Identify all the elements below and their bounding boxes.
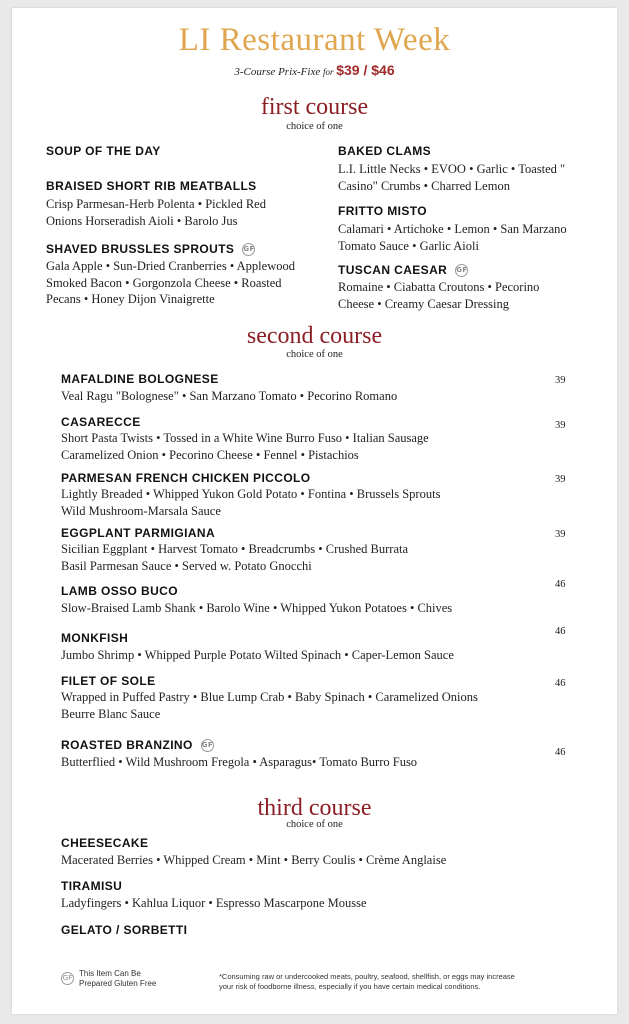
menu-item-price: 46 (555, 747, 566, 758)
third-course-subheading: choice of one (286, 819, 343, 830)
second-course-heading: second course (246, 323, 383, 349)
menu-item-name: BRAISED SHORT RIB MEATBALLS (46, 179, 257, 193)
gluten-free-icon: GF (201, 739, 214, 752)
first-course-heading: first course (260, 94, 369, 120)
menu-item-desc: Lightly Breaded • Whipped Yukon Gold Potato • Fontina • Brussels Sprouts Wild Mushroom-Marsala Sauce (61, 487, 441, 518)
prix-fixe-price: $39 / $46 (336, 62, 395, 78)
menu-item-desc: Romaine • Ciabatta Croutons • Pecorino Cheese • Creamy Caesar Dressing (338, 280, 540, 311)
menu-item-desc: Butterflied • Wild Mushroom Fregola • Asparagus• Tomato Burro Fuso (61, 755, 418, 769)
menu-item-desc: Slow-Braised Lamb Shank • Barolo Wine • Whipped Yukon Potatoes • Chives (61, 601, 453, 615)
menu-item-desc: Ladyfingers • Kahlua Liquor • Espresso Mascarpone Mousse (61, 896, 367, 910)
second-course-subheading: choice of one (286, 349, 343, 360)
menu-item-name: GELATO / SORBETTI (61, 923, 188, 937)
gluten-free-note: This Item Can Be Prepared Gluten Free (79, 969, 157, 988)
prix-fixe-label: 3-Course Prix-Fixe (234, 66, 321, 78)
gluten-free-icon: GF (455, 264, 468, 277)
menu-item-desc: Wrapped in Puffed Pastry • Blue Lump Crab • Baby Spinach • Caramelized Onions Beurre Blanc Sauce (61, 690, 478, 721)
menu-item-name: SHAVED BRUSSLES SPROUTS GF (46, 242, 255, 256)
menu-item-name: LAMB OSSO BUCO (61, 584, 178, 598)
third-course-heading: third course (257, 795, 372, 821)
menu-item-desc: Calamari • Artichoke • Lemon • San Marzano Tomato Sauce • Garlic Aioli (338, 222, 567, 253)
menu-item-price: 46 (555, 678, 566, 689)
menu-item-name: BAKED CLAMS (338, 144, 432, 158)
menu-item-name: ROASTED BRANZINO GF (61, 738, 214, 752)
menu-item-price: 39 (555, 529, 566, 540)
prix-fixe-for: for (322, 67, 334, 77)
prix-fixe-line (0, 62, 629, 78)
menu-item-desc: Jumbo Shrimp • Whipped Purple Potato Wilted Spinach • Caper-Lemon Sauce (61, 648, 454, 662)
menu-item-desc: Gala Apple • Sun-Dried Cranberries • Applewood Smoked Bacon • Gorgonzola Cheese • Roasted Pecans • Honey Dijon Vinaigrette (46, 259, 295, 306)
menu-item-price: 39 (555, 375, 566, 386)
gluten-free-legend (61, 968, 74, 987)
menu-item-desc: Short Pasta Twists • Tossed in a White Wine Burro Fuso • Italian Sausage Caramelized Onion • Pecorino Cheese • Fennel • Pistachios (61, 431, 429, 462)
gluten-free-icon: GF (242, 243, 255, 256)
menu-item-price: 46 (555, 626, 566, 637)
page-title: LI Restaurant Week (178, 22, 451, 58)
menu-item-price: 39 (555, 474, 566, 485)
menu-item-name: FRITTO MISTO (338, 204, 428, 218)
menu-item-desc: Veal Ragu "Bolognese" • San Marzano Tomato • Pecorino Romano (61, 389, 398, 403)
menu-item-desc: L.I. Little Necks • EVOO • Garlic • Toasted " Casino" Crumbs • Charred Lemon (338, 162, 566, 193)
menu-item-name: CHEESECAKE (61, 836, 149, 850)
health-warning: *Consuming raw or undercooked meats, poultry, seafood, shellfish, or eggs may increase your risk of foodborne illness, especially if you have certain medical conditions. (219, 972, 515, 991)
menu-item-name: FILET OF SOLE (61, 674, 156, 688)
menu-item-name: PARMESAN FRENCH CHICKEN PICCOLO (61, 471, 311, 485)
menu-item-price: 46 (555, 579, 566, 590)
menu-item-name: MAFALDINE BOLOGNESE (61, 372, 219, 386)
menu-item-name: SOUP OF THE DAY (46, 144, 161, 158)
menu-item-price: 39 (555, 420, 566, 431)
menu-item-name: CASARECCE (61, 415, 141, 429)
menu-item-name: TIRAMISU (61, 879, 123, 893)
menu-item-desc: Sicilian Eggplant • Harvest Tomato • Breadcrumbs • Crushed Burrata Basil Parmesan Sauce • Served w. Potato Gnocchi (61, 542, 409, 573)
menu-item-name: EGGPLANT PARMIGIANA (61, 526, 216, 540)
gluten-free-icon: GF (61, 972, 74, 985)
menu-item-desc: Crisp Parmesan-Herb Polenta • Pickled Red Onions Horseradish Aioli • Barolo Jus (46, 197, 266, 228)
menu-item-name: TUSCAN CAESAR GF (338, 263, 468, 277)
menu-item-name: MONKFISH (61, 631, 129, 645)
first-course-subheading: choice of one (286, 121, 343, 132)
menu-item-desc: Macerated Berries • Whipped Cream • Mint • Berry Coulis • Crème Anglaise (61, 853, 447, 867)
